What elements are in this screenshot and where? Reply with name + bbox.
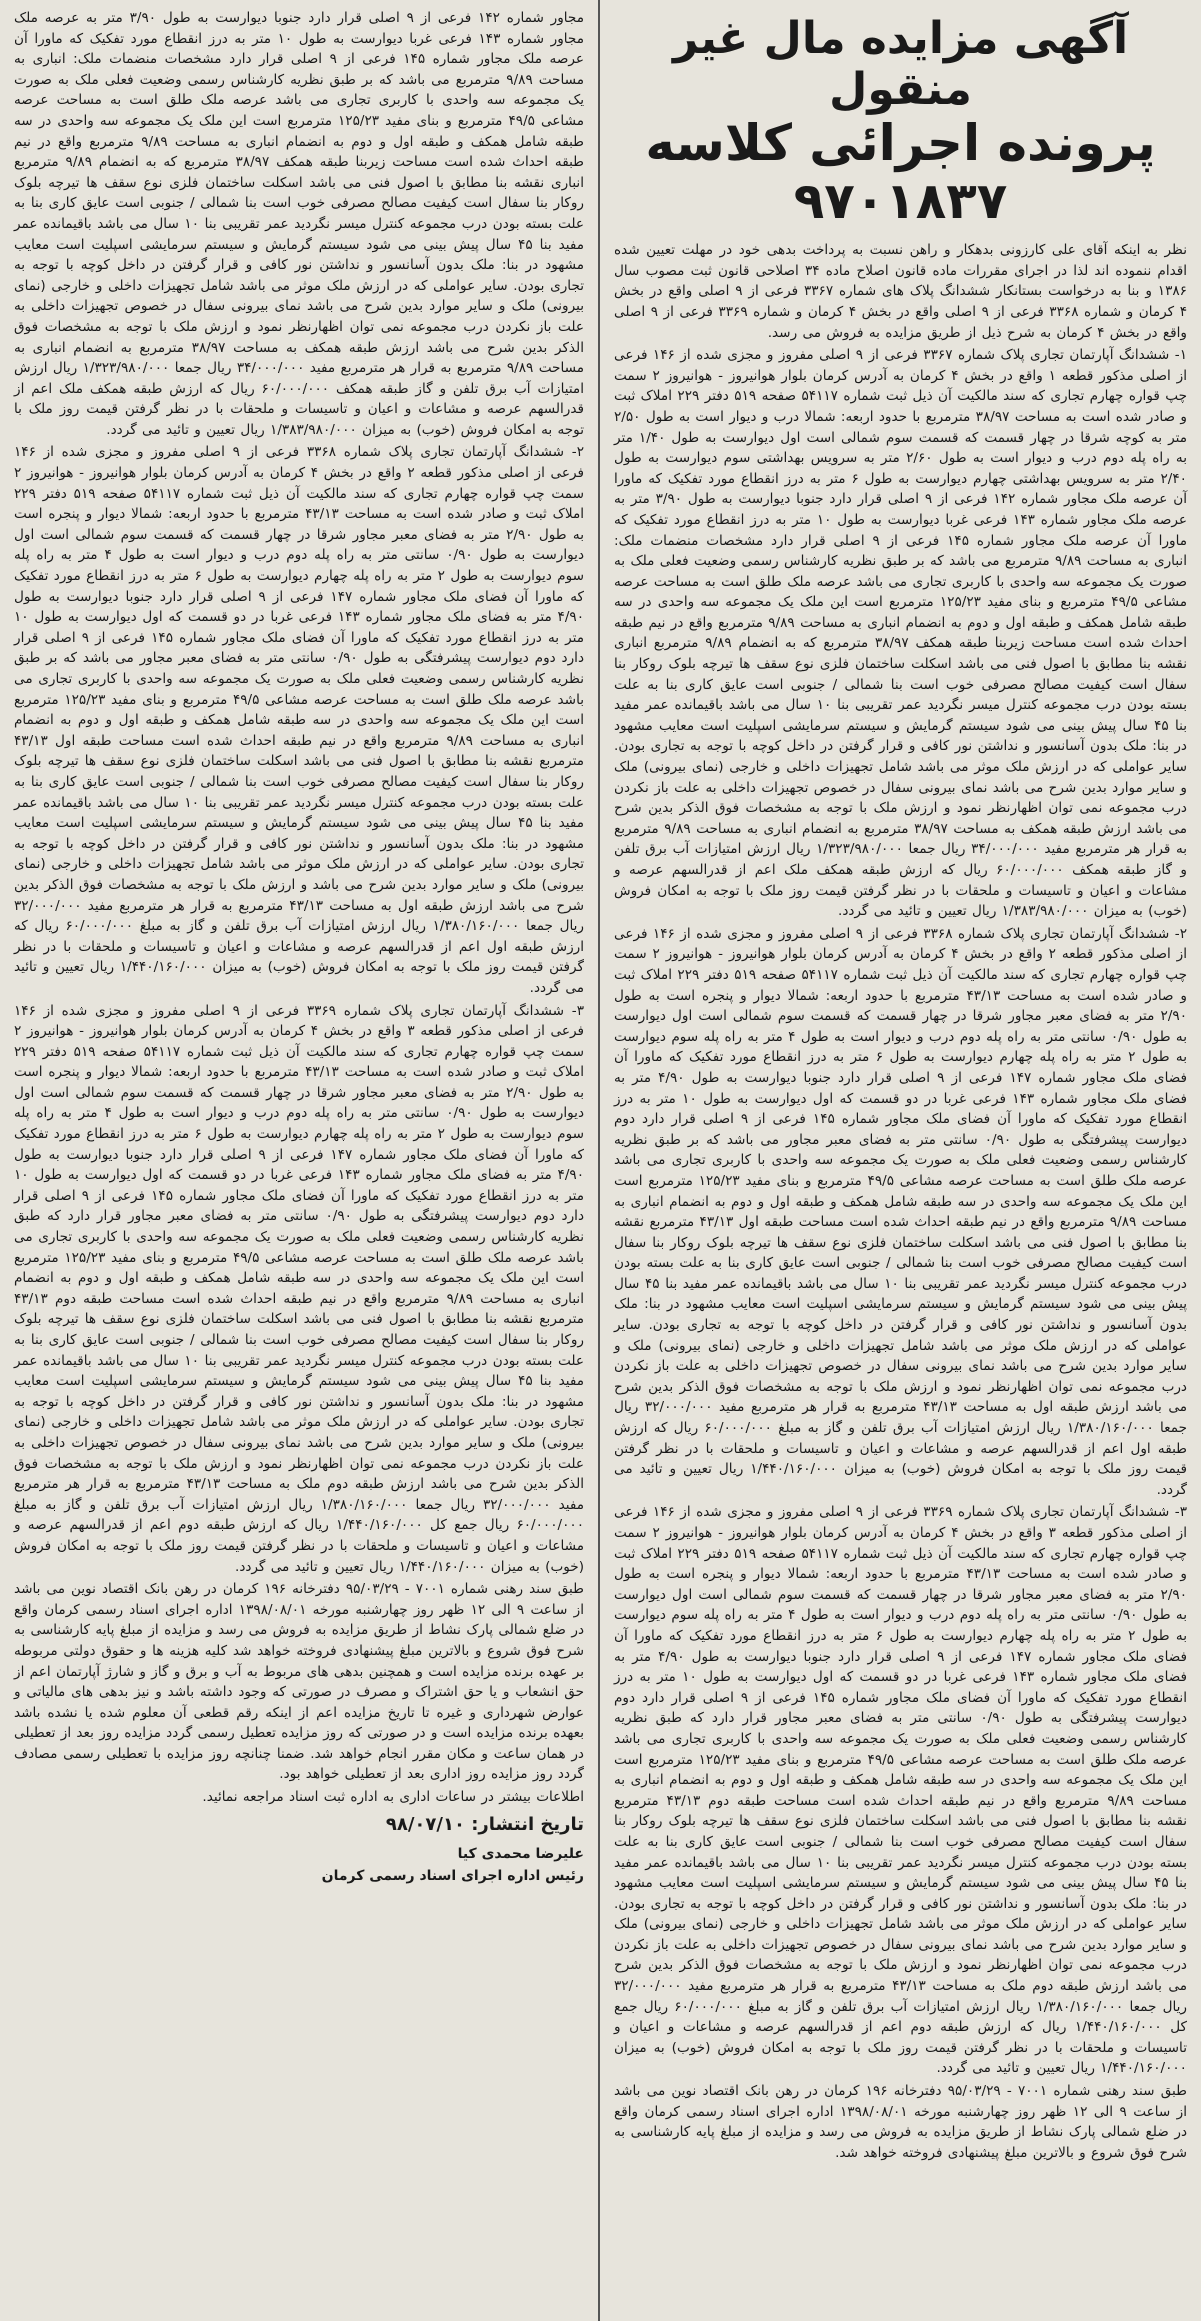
publication-date: تاریخ انتشار: ۹۸/۰۷/۱۰	[385, 1813, 584, 1835]
left-closing-paragraph: طبق سند رهنی شماره ۷۰۰۱ - ۹۵/۰۳/۲۹ دفترخانه ۱۹۶ کرمان در رهن بانک اقتصاد نوین می باشد از ساعت ۹ الی ۱۲ ظهر روز چهارشنبه مورخه ۱۳۹۸/۰۸/۰۱ اداره اجرای اسناد رسمی کرمان واقع در ضلع شمالی پارک نشاط از طریق مزایده به فروش می رسد و مزایده از مبلغ پایه کارشناسی به شرح فوق شروع و بالاترین مبلغ پیشنهادی فروخته خواهد شد کلیه هزینه ها و حقوق دولتی مربوطه بر عهده برنده مزایده است و همچنین بدهی های مربوط به آب و برق و گاز و شارژ آپارتمان اعم از حق انشعاب و یا حق اشتراک و مصرف در صورتی که وجود داشته باشد و نیز بدهی های مالیاتی و عوارض شهرداری و غیره تا تاریخ مزایده اعم از اینکه رقم قطعی آن معلوم شده یا نشده باشد بعهده برنده مزایده است و در صورتی که روز مزایده تعطیل رسمی گردد مزایده روز بعد از تعطیلی در همان ساعت و مکان مقرر انجام خواهد شد. ضمنا چنانچه روز مزایده با تعطیلی رسمی مصادف گردد روز مزایده روز اداری بعد از تعطیلی خواهد بود.	[14, 1581, 584, 1783]
item-1-paragraph: ۱- ششدانگ آپارتمان تجاری پلاک شماره ۳۳۶۷ فرعی از ۹ اصلی مفروز و مجزی شده از ۱۴۶ فرعی از اصلی مذکور قطعه ۱ واقع در بخش ۴ کرمان به آدرس کرمان بلوار هوانیروز - هوانیروز ۲ سمت چپ قواره چهارم تجاری که سند مالکیت آن ذیل ثبت شماره ۵۴۱۱۷ صفحه ۵۱۹ دفتر ۲۲۹ املاک ثبت و صادر شده است به مساحت ۳۸/۹۷ مترمربع با حدود اربعه: شمالا درب و دیوار است به طول ۲/۵۰ متر به کوچه شرقا در چهار قسمت که قسمت سوم شمالی است اول دیوارست به طول ۱/۴۰ متر به راه پله دوم درب و دیوار است به طول ۲/۶۰ متر به سرویس بهداشتی سوم دیوارست به طول ۲/۴۰ متر به سرویس بهداشتی چهارم دیوارست به طول ۶ متر به درز انقطاع مورد تفکیک که ماورا آن عرصه ملک مجاور شماره ۱۴۲ فرعی از ۹ اصلی قرار دارد جنوبا دیوارست به طول ۳/۹۰ متر به عرصه ملک مجاور شماره ۱۴۳ فرعی غربا دیوارست به طول ۱۰ متر به درز انقطاع مورد تفکیک که ماورا آن عرصه ملک مجاور شماره ۱۴۵ فرعی از ۹ اصلی قرار دارد مشخصات منضمات ملک: انباری به مساحت ۹/۸۹ مترمربع می باشد که بر طبق نظریه کارشناس رسمی وضعیت فعلی ملک به صورت یک مجموعه سه واحدی با کاربری تجاری می باشد عرصه ملک طلق است به مساحت عرصه مشاعی ۴۹/۵ مترمربع و بنای مفید ۱۲۵/۲۳ مترمربع است این ملک یک مجموعه سه واحدی در سه طبقه شامل همکف و طبقه اول و دوم به انضمام انباری به مساحت ۹/۸۹ مترمربع واقع در نیم طبقه احداث شده است مساحت زیربنا طبقه همکف ۳۸/۹۷ مترمربع که به انضمام ۹/۸۹ مترمربع انباری نقشه بنا مطابق با اصول فنی می باشد اسکلت ساختمان فلزی نوع سقف ها تیرچه بلوک روکار بنا سفال است کیفیت مصالح مصرفی خوب است بنا شمالی / جنوبی است عایق کاری بنا به علت بسته بودن درب مجموعه کنترل میسر نگردید عمر تقریبی بنا ۱۰ سال می باشد باقیمانده عمر مفید بنا ۴۵ سال پیش بینی می شود سیستم گرمایش و سیستم سرمایشی اسپلیت است معایب مشهود در بنا: ملک بدون آسانسور و نداشتن نور کافی و قرار گرفتن در داخل کوچه با توجه به تجاری بودن. سایر عواملی که در ارزش ملک موثر می باشد شامل تجهیزات داخلی و خارجی (نمای بیرونی) ملک و سایر موارد بدین شرح می باشد نمای بیرونی سفال در خصوص تجهیزات داخلی به علت باز نکردن درب مجموعه نمی توان اظهارنظر نمود و ارزش ملک با توجه به مشخصات فوق الذکر بدین شرح می باشد ارزش طبقه همکف به مساحت ۳۸/۹۷ مترمربع به انضمام انباری به مساحت ۹/۸۹ مترمربع به قرار هر مترمربع مفید ۳۴/۰۰۰/۰۰۰ ریال جمعا ۱/۳۲۳/۹۸۰/۰۰۰ ریال ارزش امتیازات آب برق تلفن و گاز طبقه همکف ۶۰/۰۰۰/۰۰۰ ریال که ارزش طبقه همکف ملک اعم از قدرالسهم عرصه و مشاعات و اعیان و تاسیسات و ملحقات با در نظر گرفتن قیمت روز ملک با توجه به امکان فروش (خوب) به میزان ۱/۳۸۳/۹۸۰/۰۰۰ ریال تعیین و تائید می گردد.	[614, 347, 1188, 920]
right-column	[598, 0, 1201, 2321]
contact-line: اطلاعات بیشتر در ساعات اداری به اداره ثبت اسناد مراجعه نمائید.	[202, 1789, 584, 1806]
intro-paragraph: نظر به اینکه آقای علی کارزونی بدهکار و راهن نسبت به پرداخت بدهی خود در مهلت تعیین شده اقدام ننموده اند لذا در اجرای مقررات ماده قانون اصلاح ماده ۳۴ اصلاحی قانون ثبت مصوب سال ۱۳۸۶ و بنا به درخواست بستانکار ششدانگ پلاک های شماره ۳۳۶۷ فرعی از ۹ اصلی واقع در بخش ۴ کرمان و شماره ۳۳۶۸ فرعی از ۹ اصلی واقع در بخش ۴ کرمان و شماره ۳۳۶۹ فرعی از ۹ اصلی واقع در بخش ۴ کرمان به شرح ذیل از طریق مزایده به فروش می رسد.	[614, 242, 1188, 341]
ad-title: آگهی مزایده مال غیر منقول	[672, 13, 1129, 115]
ad-case-number: پرونده اجرائی کلاسه ۹۷۰۱۸۳۷	[645, 114, 1156, 230]
item-2-paragraph: ۲- ششدانگ آپارتمان تجاری پلاک شماره ۳۳۶۸ فرعی از ۹ اصلی مفروز و مجزی شده از ۱۴۶ فرعی از اصلی مذکور قطعه ۲ واقع در بخش ۴ کرمان به آدرس کرمان بلوار هوانیروز - هوانیروز ۲ سمت چپ قواره چهارم تجاری که سند مالکیت آن ذیل ثبت شماره ۵۴۱۱۷ صفحه ۵۱۹ دفتر ۲۲۹ املاک ثبت و صادر شده است به مساحت ۴۳/۱۳ مترمربع با حدود اربعه: شمالا دیوار و پنجره است به طول ۲/۹۰ متر به فضای معبر مجاور شرقا در چهار قسمت که قسمت سوم شمالی است اول دیوارست به طول ۰/۹۰ سانتی متر به راه پله دوم درب و دیوار است به طول ۴ متر به راه پله سوم دیوارست به طول ۲ متر به راه پله چهارم دیوارست به طول ۶ متر به درز انقطاع مورد تفکیک که ماورا آن فضای ملک مجاور شماره ۱۴۷ فرعی از ۹ اصلی قرار دارد جنوبا دیوارست به طول ۴/۹۰ متر به فضای ملک مجاور شماره ۱۴۳ فرعی غربا در دو قسمت که اول دیوارست به طول ۱۰ متر به درز انقطاع مورد تفکیک که ماورا آن فضای ملک مجاور شماره ۱۴۵ فرعی از ۹ اصلی قرار دارد دوم دیوارست پیشرفتگی به طول ۰/۹۰ سانتی متر به فضای معبر مجاور می باشد که بر طبق نظریه کارشناس رسمی وضعیت فعلی ملک به صورت یک مجموعه سه واحدی با کاربری تجاری می باشد عرصه ملک طلق است به مساحت عرصه مشاعی ۴۹/۵ مترمربع و بنای مفید ۱۲۵/۲۳ مترمربع است این ملک یک مجموعه سه واحدی در سه طبقه شامل همکف و طبقه اول و دوم به انضمام انباری به مساحت ۹/۸۹ مترمربع واقع در نیم طبقه احداث شده است مساحت طبقه اول ۴۳/۱۳ مترمربع نقشه بنا مطابق با اصول فنی می باشد اسکلت ساختمان فلزی نوع سقف ها تیرچه بلوک روکار بنا سفال است کیفیت مصالح مصرفی خوب است بنا شمالی / جنوبی است عایق کاری بنا به علت بسته بودن درب مجموعه کنترل میسر نگردید عمر تقریبی بنا ۱۰ سال می باشد باقیمانده عمر مفید بنا ۴۵ سال پیش بینی می شود سیستم گرمایش و سیستم سرمایشی اسپلیت است معایب مشهود در بنا: ملک بدون آسانسور و نداشتن نور کافی و قرار گرفتن در داخل کوچه با توجه به تجاری بودن. سایر عواملی که در ارزش ملک موثر می باشد شامل تجهیزات داخلی و خارجی (نمای بیرونی) ملک و سایر موارد بدین شرح می باشد نمای بیرونی سفال در خصوص تجهیزات داخلی به علت باز نکردن درب مجموعه نمی توان اظهارنظر نمود و ارزش ملک با توجه به مشخصات فوق الذکر بدین شرح می باشد ارزش طبقه اول به مساحت ۴۳/۱۳ مترمربع به قرار هر مترمربع مفید ۳۲/۰۰۰/۰۰۰ ریال جمعا ۱/۳۸۰/۱۶۰/۰۰۰ ریال ارزش امتیازات آب برق تلفن و گاز به مبلغ ۶۰/۰۰۰/۰۰۰ ریال که ارزش طبقه اول اعم از قدرالسهم عرصه و مشاعات و اعیان و تاسیسات و ملحقات با در نظر گرفتن قیمت روز ملک با توجه به امکان فروش (خوب) به میزان ۱/۴۴۰/۱۶۰/۰۰۰ ریال تعیین و تائید می گردد.	[614, 925, 1188, 1498]
item-3-paragraph: ۳- ششدانگ آپارتمان تجاری پلاک شماره ۳۳۶۹ فرعی از ۹ اصلی مفروز و مجزی شده از ۱۴۶ فرعی از اصلی مذکور قطعه ۳ واقع در بخش ۴ کرمان به آدرس کرمان بلوار هوانیروز - هوانیروز ۲ سمت چپ قواره چهارم تجاری که سند مالکیت آن ذیل ثبت شماره ۵۴۱۱۷ صفحه ۵۱۹ دفتر ۲۲۹ املاک ثبت و صادر شده است به مساحت ۴۳/۱۳ مترمربع با حدود اربعه: شمالا دیوار و پنجره است به طول ۲/۹۰ متر به فضای معبر مجاور شرقا در چهار قسمت که قسمت سوم شمالی است اول دیوارست به طول ۰/۹۰ سانتی متر به راه پله دوم درب و دیوار است به طول ۴ متر به راه پله سوم دیوارست به طول ۲ متر به راه پله چهارم دیوارست به طول ۶ متر به درز انقطاع مورد تفکیک که ماورا آن فضای ملک مجاور شماره ۱۴۷ فرعی از ۹ اصلی قرار دارد جنوبا دیوارست به طول ۴/۹۰ متر به فضای ملک مجاور شماره ۱۴۳ فرعی غربا در دو قسمت که اول دیوارست به طول ۱۰ متر به درز انقطاع مورد تفکیک که ماورا آن فضای ملک مجاور شماره ۱۴۵ فرعی از ۹ اصلی قرار دارد دوم دیوارست پیشرفتگی به طول ۰/۹۰ سانتی متر به فضای معبر مجاور قرار دارد که طبق نظریه کارشناس رسمی وضعیت فعلی ملک به صورت یک مجموعه سه واحدی با کاربری تجاری می باشد عرصه ملک طلق است به مساحت عرصه مشاعی ۴۹/۵ مترمربع و بنای مفید ۱۲۵/۲۳ مترمربع است این ملک یک مجموعه سه واحدی در سه طبقه شامل همکف و طبقه اول و دوم به انضمام انباری به مساحت ۹/۸۹ مترمربع واقع در نیم طبقه احداث شده است مساحت طبقه دوم ۴۳/۱۳ مترمربع نقشه بنا مطابق با اصول فنی می باشد اسکلت ساختمان فلزی نوع سقف ها تیرچه بلوک روکار بنا سفال است کیفیت مصالح مصرفی خوب است بنا شمالی / جنوبی است عایق کاری بنا به علت بسته بودن درب مجموعه کنترل میسر نگردید عمر تقریبی بنا ۱۰ سال می باشد باقیمانده عمر مفید بنا ۴۵ سال پیش بینی می شود سیستم گرمایش و سیستم سرمایشی اسپلیت است معایب مشهود در بنا: ملک بدون آسانسور و نداشتن نور کافی و قرار گرفتن در داخل کوچه با توجه به تجاری بودن. سایر عواملی که در ارزش ملک موثر می باشد شامل تجهیزات داخلی و خارجی (نمای بیرونی) ملک و سایر موارد بدین شرح می باشد نمای بیرونی سفال در خصوص تجهیزات داخلی به علت باز نکردن درب مجموعه نمی توان اظهارنظر نمود و ارزش ملک با توجه به مشخصات فوق الذکر بدین شرح می باشد ارزش طبقه دوم ملک به مساحت ۴۳/۱۳ مترمربع به قرار هر مترمربع مفید ۳۲/۰۰۰/۰۰۰ ریال جمعا ۱/۳۸۰/۱۶۰/۰۰۰ ریال ارزش امتیازات آب برق تلفن و گاز به مبلغ ۶۰/۰۰۰/۰۰۰ ریال جمع کل ۱/۴۴۰/۱۶۰/۰۰۰ ریال که ارزش طبقه دوم اعم از قدرالسهم عرصه و مشاعات و اعیان و تاسیسات و ملحقات با در نظر گرفتن قیمت روز ملک با توجه به امکان فروش (خوب) به میزان ۱/۴۴۰/۱۶۰/۰۰۰ ریال تعیین و تائید می گردد.	[614, 1504, 1188, 2077]
left-item-2-paragraph: ۲- ششدانگ آپارتمان تجاری پلاک شماره ۳۳۶۸ فرعی از ۹ اصلی مفروز و مجزی شده از ۱۴۶ فرعی از اصلی مذکور قطعه ۲ واقع در بخش ۴ کرمان به آدرس کرمان بلوار هوانیروز - هوانیروز ۲ سمت چپ قواره چهارم تجاری که سند مالکیت آن ذیل ثبت شماره ۵۴۱۱۷ صفحه ۵۱۹ دفتر ۲۲۹ املاک ثبت و صادر شده است به مساحت ۴۳/۱۳ مترمربع با حدود اربعه: شمالا دیوار و پنجره است به طول ۲/۹۰ متر به فضای معبر مجاور شرقا در چهار قسمت که قسمت سوم شمالی است اول دیوارست به طول ۰/۹۰ سانتی متر به راه پله دوم درب و دیوار است به طول ۴ متر به راه پله سوم دیوارست به طول ۲ متر به راه پله چهارم دیوارست به طول ۶ متر به درز انقطاع مورد تفکیک که ماورا آن فضای ملک مجاور شماره ۱۴۷ فرعی از ۹ اصلی قرار دارد جنوبا دیوارست به طول ۴/۹۰ متر به فضای ملک مجاور شماره ۱۴۳ فرعی غربا در دو قسمت که اول دیوارست به طول ۱۰ متر به درز انقطاع مورد تفکیک که ماورا آن فضای ملک مجاور شماره ۱۴۵ فرعی از ۹ اصلی قرار دارد دوم دیوارست پیشرفتگی به طول ۰/۹۰ سانتی متر به فضای معبر مجاور می باشد که بر طبق نظریه کارشناس رسمی وضعیت فعلی ملک به صورت یک مجموعه سه واحدی با کاربری تجاری می باشد عرصه ملک طلق است به مساحت عرصه مشاعی ۴۹/۵ مترمربع و بنای مفید ۱۲۵/۲۳ مترمربع است این ملک یک مجموعه سه واحدی در سه طبقه شامل همکف و طبقه اول و دوم به انضمام انباری به مساحت ۹/۸۹ مترمربع واقع در نیم طبقه احداث شده است مساحت طبقه اول ۴۳/۱۳ مترمربع نقشه بنا مطابق با اصول فنی می باشد اسکلت ساختمان فلزی نوع سقف ها تیرچه بلوک روکار بنا سفال است کیفیت مصالح مصرفی خوب است بنا شمالی / جنوبی است عایق کاری بنا به علت بسته بودن درب مجموعه کنترل میسر نگردید عمر تقریبی بنا ۱۰ سال می باشد باقیمانده عمر مفید بنا ۴۵ سال پیش بینی می شود سیستم گرمایش و سیستم سرمایشی اسپلیت است معایب مشهود در بنا: ملک بدون آسانسور و نداشتن نور کافی و قرار گرفتن در داخل کوچه با توجه به تجاری بودن. سایر عواملی که در ارزش ملک موثر می باشد شامل تجهیزات داخلی و خارجی (نمای بیرونی) ملک و سایر موارد بدین شرح می باشد و ارزش ملک با توجه به مشخصات فوق الذکر بدین شرح می باشد ارزش طبقه اول به مساحت ۴۳/۱۳ مترمربع به قرار هر مترمربع مفید ۳۲/۰۰۰/۰۰۰ ریال جمعا ۱/۳۸۰/۱۶۰/۰۰۰ ریال ارزش امتیازات آب برق تلفن و گاز به مبلغ ۶۰/۰۰۰/۰۰۰ ریال که ارزش طبقه اول اعم از قدرالسهم عرصه و مشاعات و اعیان و تاسیسات و ملحقات با در نظر گرفتن قیمت روز ملک با توجه به امکان فروش (خوب) به میزان ۱/۴۴۰/۱۶۰/۰۰۰ ریال تعیین و تائید می گردد.	[14, 444, 585, 996]
closing-paragraph: طبق سند رهنی شماره ۷۰۰۱ - ۹۵/۰۳/۲۹ دفترخانه ۱۹۶ کرمان در رهن بانک اقتصاد نوین می باشد از ساعت ۹ الی ۱۲ ظهر روز چهارشنبه مورخه ۱۳۹۸/۰۸/۰۱ اداره اجرای اسناد رسمی کرمان واقع در ضلع شمالی پارک نشاط از طریق مزایده به فروش می رسد و مزایده از مبلغ پایه کارشناسی به شرح فوق شروع و بالاترین مبلغ پیشنهادی فروخته خواهد شد.	[614, 2083, 1187, 2161]
ad-headline	[614, 14, 1187, 230]
left-column	[0, 0, 598, 2321]
continuation-paragraph: مجاور شماره ۱۴۲ فرعی از ۹ اصلی قرار دارد جنوبا دیوارست به طول ۳/۹۰ متر به عرصه ملک مجاور شماره ۱۴۳ فرعی غربا دیوارست به طول ۱۰ متر به درز انقطاع مورد تفکیک که ماورا آن عرصه ملک مجاور شماره ۱۴۵ فرعی از ۹ اصلی قرار دارد مشخصات منضمات ملک: انباری به مساحت ۹/۸۹ مترمربع می باشد که بر طبق نظریه کارشناس رسمی وضعیت فعلی ملک به صورت یک مجموعه سه واحدی با کاربری تجاری می باشد عرصه ملک طلق است به مساحت عرصه مشاعی ۴۹/۵ مترمربع و بنای مفید ۱۲۵/۲۳ مترمربع است این ملک یک مجموعه سه واحدی در سه طبقه شامل همکف و طبقه اول و دوم به انضمام انباری به مساحت ۹/۸۹ مترمربع واقع در نیم طبقه احداث شده است مساحت زیربنا طبقه همکف ۳۸/۹۷ مترمربع که به انضمام ۹/۸۹ مترمربع انباری نقشه بنا مطابق با اصول فنی می باشد اسکلت ساختمان فلزی نوع سقف ها تیرچه بلوک روکار بنا سفال است کیفیت مصالح مصرفی خوب است بنا شمالی / جنوبی است عایق کاری بنا به علت بسته بودن درب مجموعه کنترل میسر نگردید عمر تقریبی بنا ۱۰ سال می باشد باقیمانده عمر مفید بنا ۴۵ سال پیش بینی می شود سیستم گرمایش و سیستم سرمایشی اسپلیت است معایب مشهود در بنا: ملک بدون آسانسور و نداشتن نور کافی و قرار گرفتن در داخل کوچه با توجه به تجاری بودن. سایر عواملی که در ارزش ملک موثر می باشد شامل تجهیزات داخلی و خارجی (نمای بیرونی) ملک و سایر موارد بدین شرح می باشد نمای بیرونی سفال در خصوص تجهیزات داخلی به علت باز نکردن درب مجموعه نمی توان اظهارنظر نمود و ارزش ملک با توجه به مشخصات فوق الذکر بدین شرح می باشد ارزش طبقه همکف به مساحت ۳۸/۹۷ مترمربع به انضمام انباری به مساحت ۹/۸۹ مترمربع به قرار هر مترمربع مفید ۳۴/۰۰۰/۰۰۰ ریال جمعا ۱/۳۲۳/۹۸۰/۰۰۰ ریال ارزش امتیازات آب برق تلفن و گاز طبقه همکف ۶۰/۰۰۰/۰۰۰ ریال که ارزش طبقه همکف ملک اعم از قدرالسهم عرصه و مشاعات و اعیان و تاسیسات و ملحقات با در نظر گرفتن قیمت روز ملک با توجه به امکان فروش (خوب) به میزان ۱/۳۸۳/۹۸۰/۰۰۰ ریال تعیین و تائید می گردد.	[14, 10, 585, 438]
signer-title: رئیس اداره اجرای اسناد رسمی کرمان	[321, 1867, 584, 1884]
signature-block	[14, 1843, 584, 1887]
signer-name: علیرضا محمدی کیا	[457, 1845, 584, 1862]
left-item-3-paragraph: ۳- ششدانگ آپارتمان تجاری پلاک شماره ۳۳۶۹ فرعی از ۹ اصلی مفروز و مجزی شده از ۱۴۶ فرعی از اصلی مذکور قطعه ۳ واقع در بخش ۴ کرمان به آدرس کرمان بلوار هوانیروز - هوانیروز ۲ سمت چپ قواره چهارم تجاری که سند مالکیت آن ذیل ثبت شماره ۵۴۱۱۷ صفحه ۵۱۹ دفتر ۲۲۹ املاک ثبت و صادر شده است به مساحت ۴۳/۱۳ مترمربع با حدود اربعه: شمالا دیوار و پنجره است به طول ۲/۹۰ متر به فضای معبر مجاور شرقا در چهار قسمت که قسمت سوم شمالی است اول دیوارست به طول ۰/۹۰ سانتی متر به راه پله دوم درب و دیوار است به طول ۴ متر به راه پله سوم دیوارست به طول ۲ متر به راه پله چهارم دیوارست به طول ۶ متر به درز انقطاع مورد تفکیک که ماورا آن فضای ملک مجاور شماره ۱۴۷ فرعی از ۹ اصلی قرار دارد جنوبا دیوارست به طول ۴/۹۰ متر به فضای ملک مجاور شماره ۱۴۳ فرعی غربا در دو قسمت که اول دیوارست به طول ۱۰ متر به درز انقطاع مورد تفکیک که ماورا آن فضای ملک مجاور شماره ۱۴۵ فرعی از ۹ اصلی قرار دارد دوم دیوارست پیشرفتگی به طول ۰/۹۰ سانتی متر به فضای معبر مجاور قرار دارد که طبق نظریه کارشناس رسمی وضعیت فعلی ملک به صورت یک مجموعه سه واحدی با کاربری تجاری می باشد عرصه ملک طلق است به مساحت عرصه مشاعی ۴۹/۵ مترمربع و بنای مفید ۱۲۵/۲۳ مترمربع است این ملک یک مجموعه سه واحدی در سه طبقه شامل همکف و طبقه اول و دوم به انضمام انباری به مساحت ۹/۸۹ مترمربع واقع در نیم طبقه احداث شده است مساحت طبقه دوم ۴۳/۱۳ مترمربع نقشه بنا مطابق با اصول فنی می باشد اسکلت ساختمان فلزی نوع سقف ها تیرچه بلوک روکار بنا سفال است کیفیت مصالح مصرفی خوب است بنا شمالی / جنوبی است عایق کاری بنا به علت بسته بودن درب مجموعه کنترل میسر نگردید عمر تقریبی بنا ۱۰ سال می باشد باقیمانده عمر مفید بنا ۴۵ سال پیش بینی می شود سیستم گرمایش و سیستم سرمایشی اسپلیت است معایب مشهود در بنا: ملک بدون آسانسور و نداشتن نور کافی و قرار گرفتن در داخل کوچه با توجه به تجاری بودن. سایر عواملی که در ارزش ملک موثر می باشد شامل تجهیزات داخلی و خارجی (نمای بیرونی) ملک و سایر موارد بدین شرح می باشد نمای بیرونی سفال در خصوص تجهیزات داخلی به علت باز نکردن درب مجموعه نمی توان اظهارنظر نمود و ارزش ملک با توجه به مشخصات فوق الذکر بدین شرح می باشد ارزش طبقه دوم ملک به مساحت ۴۳/۱۳ مترمربع به قرار هر مترمربع مفید ۳۲/۰۰۰/۰۰۰ ریال جمعا ۱/۳۸۰/۱۶۰/۰۰۰ ریال ارزش امتیازات آب برق تلفن و گاز به مبلغ ۶۰/۰۰۰/۰۰۰ ریال جمع کل ۱/۴۴۰/۱۶۰/۰۰۰ ریال که ارزش طبقه دوم اعم از قدرالسهم عرصه و مشاعات و اعیان و تاسیسات و ملحقات با در نظر گرفتن قیمت روز ملک با توجه به امکان فروش (خوب) به میزان ۱/۴۴۰/۱۶۰/۰۰۰ ریال تعیین و تائید می گردد.	[14, 1002, 585, 1575]
